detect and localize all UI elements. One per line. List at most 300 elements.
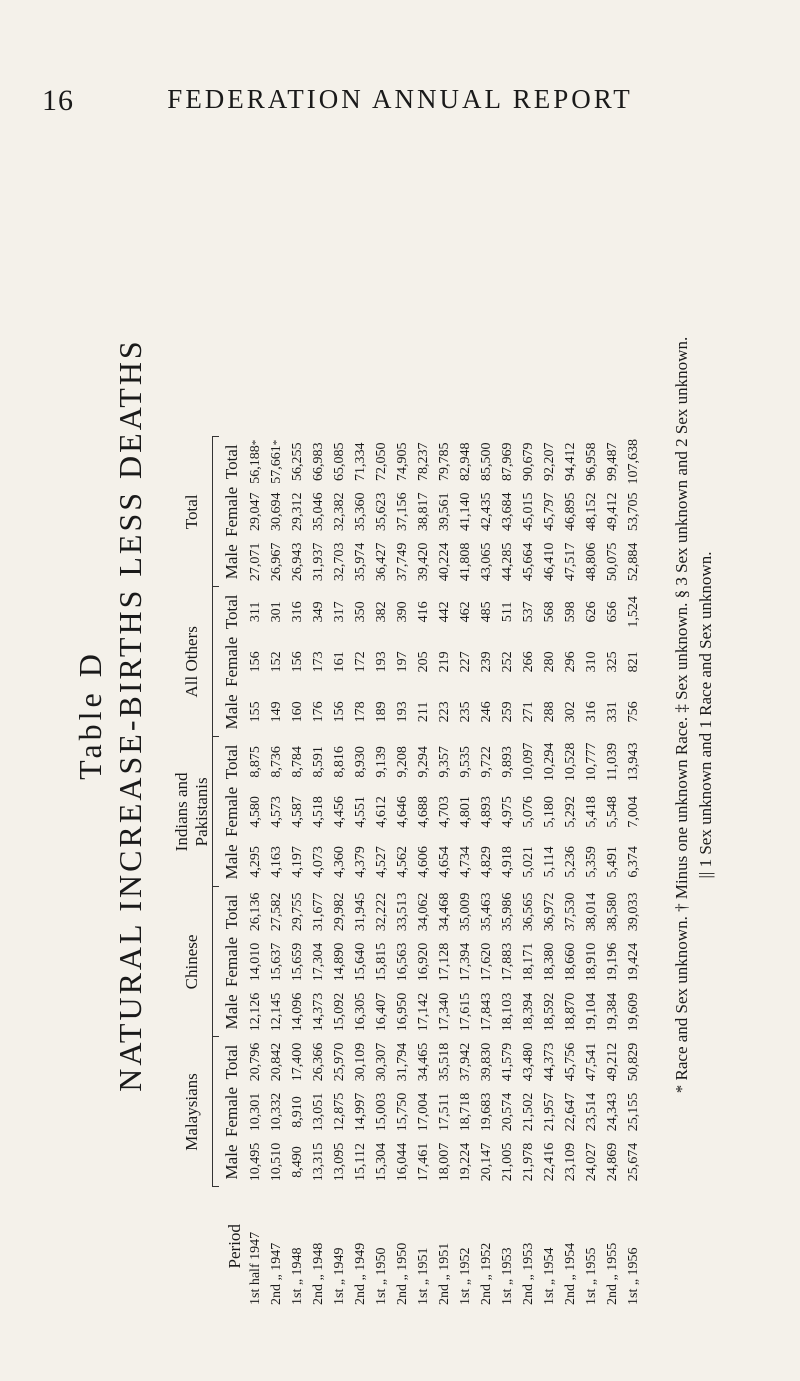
- cell-value: 35,518: [436, 1042, 452, 1082]
- cell-value: 5,236: [562, 846, 578, 878]
- value-cell: [476, 837, 497, 887]
- value-cell: [266, 537, 287, 587]
- value-cell: [266, 937, 287, 987]
- value-cell: [581, 1137, 602, 1187]
- value-cell: [287, 837, 308, 887]
- value-cell: [287, 637, 308, 687]
- value-cell: [476, 937, 497, 987]
- cell-value: 4,518: [310, 796, 326, 828]
- value-cell: [497, 737, 518, 787]
- cell-value: 10,777: [583, 742, 599, 782]
- value-cell: [497, 687, 518, 737]
- cell-value: 178: [352, 701, 368, 723]
- value-cell: [413, 587, 434, 637]
- value-cell: [392, 887, 413, 937]
- value-cell: [623, 937, 644, 987]
- cell-value: 20,796: [247, 1042, 263, 1082]
- value-cell: [245, 437, 266, 487]
- value-cell: [245, 537, 266, 587]
- table-row: [245, 437, 266, 1305]
- cell-value: 38,014: [583, 892, 599, 932]
- value-cell: [476, 1087, 497, 1137]
- value-cell: [602, 737, 623, 787]
- cell-value: 8,736: [268, 746, 284, 778]
- value-cell: [266, 687, 287, 737]
- value-cell: [350, 787, 371, 837]
- value-cell: [518, 887, 539, 937]
- value-cell: [308, 787, 329, 837]
- cell-value: 5,021: [520, 846, 536, 878]
- cell-value: 756: [625, 701, 641, 723]
- footnote-mark: *: [270, 439, 283, 446]
- cell-value: 14,890: [331, 942, 347, 982]
- cell-value: 8,875: [247, 746, 263, 778]
- table-row: [350, 437, 371, 1305]
- value-cell: [413, 737, 434, 787]
- value-cell: [560, 687, 581, 737]
- cell-value: 310: [583, 651, 599, 673]
- table-row: [476, 437, 497, 1305]
- value-cell: [287, 1037, 308, 1087]
- table-row: [266, 437, 287, 1305]
- cell-value: 27,582: [268, 892, 284, 932]
- cell-value: 43,065: [478, 542, 494, 582]
- cell-value: 4,551: [352, 796, 368, 828]
- table-title: NATURAL INCREASE-BIRTHS LESS DEATHS: [112, 338, 148, 1092]
- cell-value: 8,930: [352, 746, 368, 778]
- value-cell: [539, 837, 560, 887]
- cell-value: 90,679: [520, 442, 536, 482]
- table-row: [287, 437, 308, 1305]
- value-cell: [287, 787, 308, 837]
- cell-value: 18,007: [436, 1142, 452, 1182]
- value-cell: [350, 987, 371, 1037]
- cell-value: 12,145: [268, 992, 284, 1032]
- period-cell: 1st half 1947: [247, 1231, 263, 1305]
- period-cell: 1st „ 1954: [541, 1247, 557, 1305]
- value-cell: [350, 737, 371, 787]
- cell-value: 35,009: [457, 892, 473, 932]
- value-cell: [602, 837, 623, 887]
- cell-value: 5,076: [520, 796, 536, 828]
- value-cell: [518, 487, 539, 537]
- cell-value: 155: [247, 701, 263, 723]
- value-cell: [497, 587, 518, 637]
- natural-increase-table: [172, 436, 644, 1305]
- cell-value: 45,797: [541, 492, 557, 532]
- cell-value: 19,384: [604, 992, 620, 1032]
- value-cell: [518, 837, 539, 887]
- cell-value: 311: [247, 601, 263, 623]
- cell-value: 15,112: [352, 1143, 368, 1181]
- cell-value: 49,212: [604, 1042, 620, 1082]
- value-cell: [245, 1087, 266, 1137]
- cell-value: 37,530: [562, 892, 578, 932]
- cell-value: 511: [499, 601, 515, 623]
- cell-value: 48,152: [583, 492, 599, 532]
- cell-value: 5,548: [604, 796, 620, 828]
- value-cell: [455, 987, 476, 1037]
- cell-value: 99,487: [604, 442, 620, 482]
- cell-value: 13,943: [625, 742, 641, 782]
- value-cell: [287, 437, 308, 487]
- value-cell: [581, 737, 602, 787]
- value-cell: [560, 537, 581, 587]
- cell-value: 29,982: [331, 892, 347, 932]
- value-cell: [287, 1087, 308, 1137]
- cell-value: 13,315: [310, 1142, 326, 1182]
- value-cell: [434, 737, 455, 787]
- cell-value: 193: [394, 701, 410, 723]
- value-cell: [560, 937, 581, 987]
- value-cell: [266, 987, 287, 1037]
- cell-value: 21,978: [520, 1142, 536, 1182]
- value-cell: [560, 837, 581, 887]
- cell-value: 4,456: [331, 796, 347, 828]
- value-cell: [602, 787, 623, 837]
- value-cell: [371, 1137, 392, 1187]
- cell-value: 37,749: [394, 542, 410, 582]
- value-cell: [413, 1137, 434, 1187]
- value-cell: [350, 937, 371, 987]
- value-cell: [518, 1087, 539, 1137]
- cell-value: 18,870: [562, 992, 578, 1032]
- cell-value: 16,563: [394, 942, 410, 982]
- cell-value: 18,394: [520, 992, 536, 1032]
- cell-value: 79,785: [436, 442, 452, 482]
- cell-value: 19,104: [583, 992, 599, 1032]
- cell-value: 15,640: [352, 942, 368, 982]
- cell-value: 46,410: [541, 542, 557, 582]
- cell-value: 34,468: [436, 892, 452, 932]
- value-cell: [455, 1037, 476, 1087]
- value-cell: [413, 837, 434, 887]
- value-cell: [539, 687, 560, 737]
- table-label: Table D: [72, 650, 108, 780]
- value-cell: [497, 837, 518, 887]
- cell-value: 34,465: [415, 1042, 431, 1082]
- cell-value: 302: [562, 701, 578, 723]
- value-cell: [434, 1087, 455, 1137]
- table-row: [392, 437, 413, 1305]
- cell-value: 4,587: [289, 796, 305, 828]
- value-cell: [287, 687, 308, 737]
- cell-value: 1,524: [625, 596, 641, 628]
- value-cell: [413, 637, 434, 687]
- table-row: [455, 437, 476, 1305]
- cell-value: 17,304: [310, 942, 326, 982]
- value-cell: [266, 837, 287, 887]
- cell-value: 21,005: [499, 1142, 515, 1182]
- cell-value: 5,491: [604, 846, 620, 878]
- cell-value: 41,579: [499, 1042, 515, 1082]
- cell-value: 40,224: [436, 542, 452, 582]
- cell-value: 4,688: [415, 796, 431, 828]
- cell-value: 19,683: [478, 1092, 494, 1132]
- value-cell: [350, 837, 371, 887]
- cell-value: 4,893: [478, 796, 494, 828]
- value-cell: [455, 487, 476, 537]
- cell-value: 45,015: [520, 492, 536, 532]
- value-cell: [581, 487, 602, 537]
- column-subheader: Total: [222, 744, 241, 780]
- cell-value: 10,332: [268, 1092, 284, 1132]
- cell-value: 17,394: [457, 942, 473, 982]
- value-cell: [476, 737, 497, 787]
- value-cell: [476, 1037, 497, 1087]
- cell-value: 9,722: [478, 746, 494, 778]
- value-cell: [392, 737, 413, 787]
- cell-value: 87,969: [499, 442, 515, 482]
- value-cell: [350, 687, 371, 737]
- cell-value: 4,829: [478, 846, 494, 878]
- value-cell: [455, 587, 476, 637]
- value-cell: [266, 737, 287, 787]
- value-cell: [371, 737, 392, 787]
- group-header: Total: [182, 494, 201, 530]
- value-cell: [350, 1037, 371, 1087]
- cell-value: 13,095: [331, 1142, 347, 1182]
- value-cell: [518, 537, 539, 587]
- cell-value: 10,495: [247, 1142, 263, 1182]
- cell-value: 9,893: [499, 746, 515, 778]
- value-cell: [602, 887, 623, 937]
- value-cell: [350, 637, 371, 687]
- cell-value: 4,573: [268, 796, 284, 828]
- cell-value: 462: [457, 601, 473, 623]
- cell-value: 31,937: [310, 542, 326, 582]
- cell-value: 227: [457, 651, 473, 673]
- value-cell: [602, 637, 623, 687]
- cell-value: 239: [478, 651, 494, 673]
- value-cell: [497, 787, 518, 837]
- value-cell: [245, 937, 266, 987]
- cell-value: 18,718: [457, 1092, 473, 1132]
- column-subheader: Female: [222, 786, 241, 837]
- value-cell: [329, 887, 350, 937]
- value-cell: [329, 987, 350, 1037]
- cell-value: 29,312: [289, 492, 305, 532]
- cell-value: 382: [373, 601, 389, 623]
- cell-value: 50,075: [604, 542, 620, 582]
- cell-value: 350: [352, 601, 368, 623]
- cell-value: 485: [478, 601, 494, 623]
- cell-value: 12,875: [331, 1092, 347, 1132]
- cell-value: 4,295: [247, 846, 263, 878]
- value-cell: [560, 787, 581, 837]
- cell-value: 32,382: [331, 492, 347, 532]
- cell-value: 821: [625, 651, 641, 673]
- cell-value: 8,784: [289, 746, 305, 778]
- value-cell: [329, 1137, 350, 1187]
- cell-value: 38,817: [415, 492, 431, 532]
- value-cell: [476, 687, 497, 737]
- cell-value: 537: [520, 601, 536, 623]
- value-cell: [413, 687, 434, 737]
- period-cell: 1st „ 1956: [625, 1247, 641, 1305]
- cell-value: 156: [331, 701, 347, 723]
- value-cell: [602, 987, 623, 1037]
- value-cell: [329, 1087, 350, 1137]
- cell-value: 43,480: [520, 1042, 536, 1082]
- value-cell: [623, 987, 644, 1037]
- cell-value: 280: [541, 651, 557, 673]
- value-cell: [455, 437, 476, 487]
- cell-value: 107,638: [625, 439, 641, 485]
- cell-value: 259: [499, 701, 515, 723]
- value-cell: [539, 1137, 560, 1187]
- value-cell: [476, 1137, 497, 1187]
- cell-value: 9,139: [373, 746, 389, 778]
- cell-value: 14,096: [289, 992, 305, 1032]
- cell-value: 149: [268, 701, 284, 723]
- value-cell: [560, 1137, 581, 1187]
- value-cell: [602, 437, 623, 487]
- value-cell: [371, 887, 392, 937]
- value-cell: [392, 1037, 413, 1087]
- value-cell: [539, 937, 560, 987]
- value-cell: [539, 987, 560, 1037]
- value-cell: [329, 637, 350, 687]
- cell-value: 4,073: [310, 846, 326, 878]
- cell-value: 4,580: [247, 796, 263, 828]
- cell-value: 9,357: [436, 746, 452, 778]
- value-cell: [329, 437, 350, 487]
- value-cell: [413, 1037, 434, 1087]
- column-subheader: Female: [222, 936, 241, 987]
- cell-value: 39,420: [415, 542, 431, 582]
- cell-value: 74,905: [394, 442, 410, 482]
- value-cell: [434, 437, 455, 487]
- value-cell: [434, 537, 455, 587]
- value-cell: [266, 1137, 287, 1187]
- value-cell: [476, 587, 497, 637]
- value-cell: [287, 937, 308, 987]
- cell-value: 8,591: [310, 746, 326, 778]
- cell-value: 252: [499, 651, 515, 673]
- value-cell: [245, 587, 266, 637]
- period-cell: 2nd „ 1955: [604, 1242, 620, 1305]
- cell-value: 193: [373, 651, 389, 673]
- cell-value: 26,136: [247, 892, 263, 932]
- value-cell: [602, 487, 623, 537]
- cell-value: 24,343: [604, 1092, 620, 1132]
- value-cell: [497, 1137, 518, 1187]
- cell-value: 4,612: [373, 796, 389, 828]
- cell-value: 25,970: [331, 1042, 347, 1082]
- cell-value: 11,039: [604, 742, 620, 781]
- cell-value: 15,304: [373, 1142, 389, 1182]
- cell-value: 15,659: [289, 942, 305, 982]
- period-cell: 1st „ 1948: [289, 1247, 305, 1305]
- period-cell: 1st „ 1949: [331, 1247, 347, 1305]
- cell-value: 22,647: [562, 1092, 578, 1132]
- value-cell: [287, 487, 308, 537]
- value-cell: [329, 587, 350, 637]
- cell-value: 219: [436, 651, 452, 673]
- value-cell: [581, 587, 602, 637]
- value-cell: [413, 487, 434, 537]
- value-cell: [308, 737, 329, 787]
- value-cell: [308, 687, 329, 737]
- cell-value: 20,842: [268, 1042, 284, 1082]
- cell-value: 16,044: [394, 1142, 410, 1182]
- table-row: [329, 437, 350, 1305]
- column-subheader: Male: [222, 844, 241, 880]
- value-cell: [581, 437, 602, 487]
- footnote-mark: *: [249, 439, 262, 446]
- value-cell: [434, 887, 455, 937]
- cell-value: 30,109: [352, 1042, 368, 1082]
- cell-value: 26,967: [268, 542, 284, 582]
- group-header: Indians and Pakistanis: [172, 772, 211, 852]
- value-cell: [476, 887, 497, 937]
- cell-value: 17,620: [478, 942, 494, 982]
- value-cell: [413, 987, 434, 1037]
- column-subheader: Male: [222, 694, 241, 730]
- cell-value: 16,920: [415, 942, 431, 982]
- value-cell: [476, 637, 497, 687]
- value-cell: [602, 587, 623, 637]
- value-cell: [518, 637, 539, 687]
- column-subheader: Male: [222, 994, 241, 1030]
- value-cell: [287, 987, 308, 1037]
- cell-value: 12,126: [247, 992, 263, 1032]
- value-cell: [476, 537, 497, 587]
- value-cell: [602, 937, 623, 987]
- value-cell: [266, 587, 287, 637]
- cell-value: 6,374: [625, 846, 641, 878]
- value-cell: [329, 937, 350, 987]
- value-cell: [392, 687, 413, 737]
- value-cell: [266, 887, 287, 937]
- cell-value: 52,884: [625, 542, 641, 582]
- period-cell: 1st „ 1953: [499, 1247, 515, 1305]
- cell-value: 39,830: [478, 1042, 494, 1082]
- cell-value: 416: [415, 601, 431, 623]
- value-cell: [350, 487, 371, 537]
- value-cell: [245, 787, 266, 837]
- cell-value: 49,412: [604, 492, 620, 532]
- value-cell: [602, 687, 623, 737]
- value-cell: [308, 1087, 329, 1137]
- value-cell: [371, 1037, 392, 1087]
- cell-value: 7,004: [625, 796, 641, 828]
- value-cell: [602, 1037, 623, 1087]
- value-cell: [371, 937, 392, 987]
- cell-value: 26,366: [310, 1042, 326, 1082]
- cell-value: 205: [415, 651, 431, 673]
- value-cell: [623, 437, 644, 487]
- value-cell: [623, 837, 644, 887]
- cell-value: 20,147: [478, 1142, 494, 1182]
- period-cell: 1st „ 1951: [415, 1247, 431, 1305]
- value-cell: [476, 437, 497, 487]
- cell-value: 35,463: [478, 892, 494, 932]
- cell-value: 26,943: [289, 542, 305, 582]
- cell-value: 19,609: [625, 992, 641, 1032]
- value-cell: [245, 987, 266, 1037]
- value-cell: [623, 737, 644, 787]
- cell-value: 45,756: [562, 1042, 578, 1082]
- value-cell: [371, 787, 392, 837]
- cell-value: 30,694: [268, 492, 284, 532]
- value-cell: [392, 637, 413, 687]
- value-cell: [413, 937, 434, 987]
- cell-value: 57,661: [268, 445, 284, 484]
- group-header: All Others: [182, 626, 201, 698]
- value-cell: [245, 1037, 266, 1087]
